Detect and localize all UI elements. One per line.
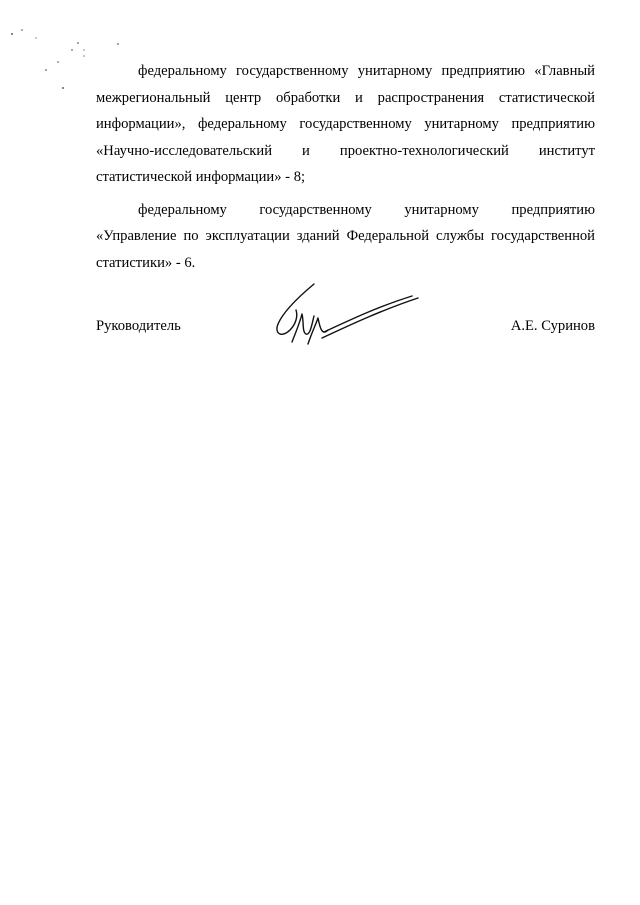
text-line: федеральному государственному унитарному предприятию — [138, 201, 595, 218]
text-line: статистической информации» - 8; — [96, 169, 306, 185]
text-line: федеральному государственному унитарному предприятию «Главный — [138, 63, 595, 79]
paragraph-2 — [96, 197, 595, 277]
text-line: информации», федеральному государственному унитарному предприятию — [96, 116, 595, 132]
signatory-role: Руководитель — [96, 318, 181, 334]
handwritten-signature-icon — [262, 280, 422, 350]
paragraph-1 — [96, 58, 595, 191]
document-body — [96, 58, 595, 282]
text-line: «Управление по эксплуатации зданий Федеральной службы государственной — [96, 228, 595, 244]
text-line: статистики» - 6. — [96, 254, 196, 271]
text-line: межрегиональный центр обработки и распространения статистической — [96, 89, 595, 106]
signatory-name: А.Е. Суринов — [510, 318, 595, 334]
text-line: «Научно-исследовательский и проектно-технологический институт — [96, 142, 595, 159]
